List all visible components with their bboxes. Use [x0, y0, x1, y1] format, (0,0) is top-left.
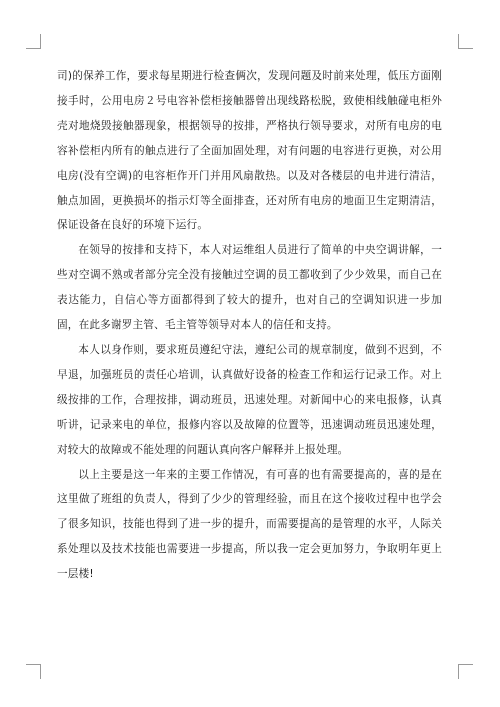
- crop-mark-top-right: [458, 34, 473, 49]
- crop-mark-bottom-right: [458, 664, 473, 679]
- paragraph-maintenance: 司)的保养工作，要求每星期进行检查俩次，发现问题及时前来处理，低压方面刚接手时，公用电房２号电容补偿柜接触器曾出现线路松脱，致使相线触碰电柜外壳对地烧毁接触器现象，根据领导的按排，严格执行领导要求，对所有电房的电容补偿柜内所有的触点进行了全面加固处理，对有问题的电容进行更换，对公用电房(没有空调)的电容柜作开门并用风扇散热。以及对各楼层的电井进行清洁，触点加固，更换损坏的指示灯等全面排查，还对所有电房的地面卫生定期清洁，保证设备在良好的环境下运行。: [57, 70, 442, 232]
- crop-mark-bottom-left: [26, 664, 41, 679]
- crop-mark-top-left: [26, 34, 41, 49]
- paragraph-team-discipline: 本人以身作则，要求班员遵纪守法，遵纪公司的规章制度，做到不迟到，不早退，加强班员的责任心培训，认真做好设备的检查工作和运行记录工作。对上级按排的工作，合理按排，调动班员，迅速处理。对新闻中心的来电报修，认真听讲，记录来电的单位，报修内容以及故障的位置等，迅速调动班员迅速处理，对较大的故障或不能处理的问题认真向客户解释并上报处理。: [57, 343, 442, 456]
- document-body: [57, 64, 442, 587]
- paragraph-air-conditioning-training: 在领导的按排和支持下，本人对运维组人员进行了简单的中央空调讲解，一些对空调不熟或者部分完全没有接触过空调的员工都收到了少少效果，而自己在表达能力，自信心等方面都得到了较大的提升，也对自己的空调知识进一步加固，在此多谢罗主管、毛主管等领导对本人的信任和支持。: [57, 244, 442, 332]
- paragraph-summary: 以上主要是这一年来的主要工作情况，有可喜的也有需要提高的，喜的是在这里做了班组的负责人，得到了少少的管理经验，而且在这个接收过程中也学会了很多知识，技能也得到了进一步的提升，而需要提高的是管理的水平，人际关系处理以及技术技能也需要进一步提高，所以我一定会更加努力，争取明年更上一层楼!: [57, 468, 442, 581]
